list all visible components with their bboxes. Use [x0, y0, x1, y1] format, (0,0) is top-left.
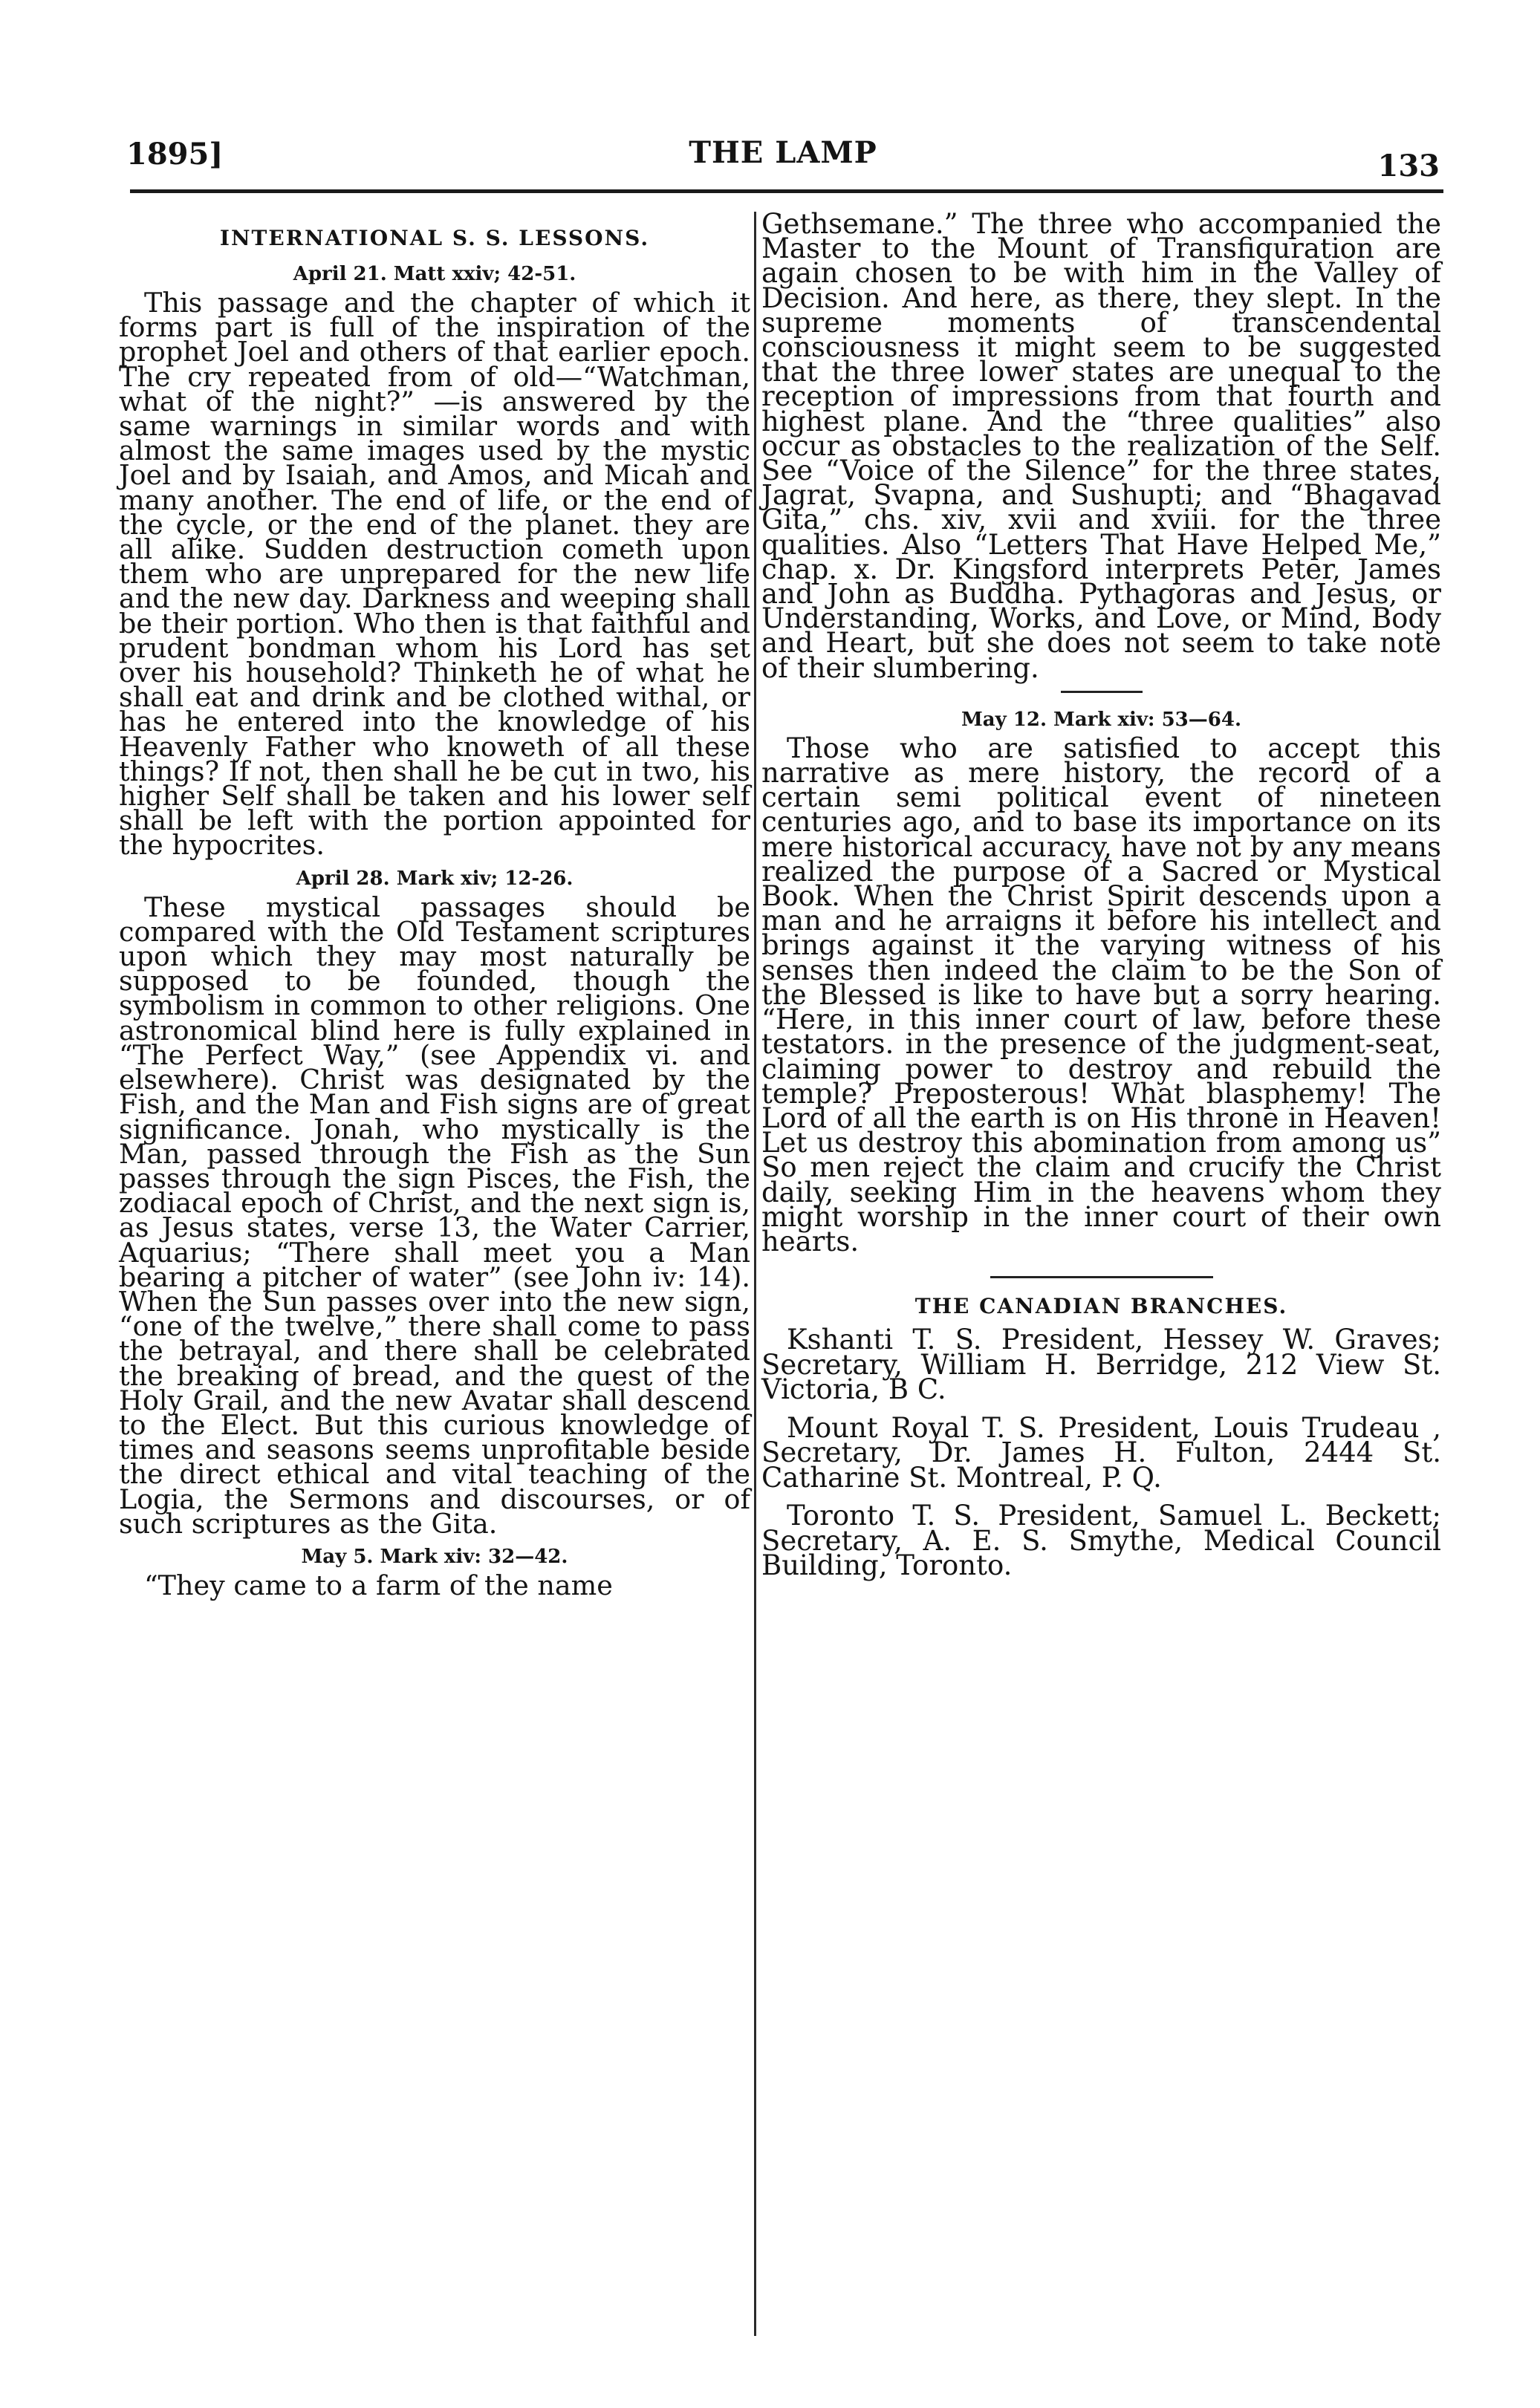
section-divider: [990, 1276, 1213, 1278]
branch-entry: Mount Royal T. S. President, Louis Trudeau , Secretary, Dr. James H. Fulton, 2444 St. Catharine St. Montreal, P. Q.: [761, 1411, 1441, 1494]
column-divider: [754, 212, 756, 2336]
lesson-text: This passage and the chapter of which it forms part is full of the inspiration of the prophet Joel and others of that earlier epoch. The cry repeated from of old—“Watchman, what of the night?” —is answered by the same warnings in similar words and with almost the same images used by the mystic Joel and by Isaiah, and Amos, and Micah and many another. The end of life, or the end of the cycle, or the end of the planet. they are all alike. Sudden destruction cometh upon them who are unprepared for the new life and the new day. Darkness and weeping shall be their portion. Who then is that faithful and prudent bondman whom his Lord has set over his household? Thinketh he of what he shall eat and drink and be clothed withal, or has he entered into the knowledge of his Heavenly Father who knoweth of all these things? If not, then shall he be cut in two, his higher Self shall be taken and his lower self shall be left with the portion appointed for the hypocrites.: [119, 287, 750, 862]
short-divider: [1061, 691, 1143, 693]
branch-entry: Kshanti T. S. President, Hessey W. Graves; Secretary, William H. Berridge, 212 View St. Victoria, B C.: [761, 1324, 1441, 1406]
continued-text: Gethsemane.” The three who accompanied the Master to the Mount of Transfiguration are again chosen to be with him in the Valley of Decision. And here, as there, they slept. In the supreme moments of transcendental consciousness it might seem to be suggested that the three lower states are unequal to the reception of impressions from that fourth and highest plane. And the “three qualities” also occur as obstacles to the realization of the Self. See “Voice of the Silence” for the three states, Jagrat, Svapna, and Sushupti; and “Bhagavad Gita,” chs. xiv, xvii and xviii. for the three qualities. Also “Letters That Have Helped Me,” chap. x. Dr. Kingsford interprets Peter, James and John as Buddha. Pythagoras and Jesus, or Understanding, Works, and Love, or Mind, Body and Heart, but she does not seem to take note of their slumbering.: [761, 208, 1441, 684]
branches-title: THE CANADIAN BRANCHES.: [914, 1294, 1288, 1319]
lesson-heading: May 12. Mark xiv: 53—64.: [961, 708, 1241, 731]
lesson-text: These mystical passages should be compared with the Old Testament scriptures upon which they may most naturally be supposed to be founded, though the symbolism in common to other religions. One astronomical blind here is fully explained in “The Perfect Way,” (see Appendix vi. and elsewhere). Christ was designated by the Fish, and the Man and Fish signs are of great significance. Jonah, who mystically is the Man, passed through the Fish as the Sun passes through the sign Pisces, the Fish, the zodiacal epoch of Christ, and the next sign is, as Jesus states, verse 13, the Water Carrier, Aquarius; “There shall meet you a Man bearing a pitcher of water” (see John iv: 14). When the Sun passes over into the new sign, “one of the twelve,” there shall come to pass the betrayal, and there shall be celebrated the breaking of bread, and the quest of the Holy Grail, and the new Avatar shall descend to the Elect. But this curious knowledge of times and seasons seems unprofitable beside the direct ethical and vital teaching of the Logia, the Sermons and discourses, or of such scriptures as the Gita.: [119, 891, 750, 1540]
year-label: 1895]: [126, 137, 224, 172]
journal-title: THE LAMP: [689, 135, 877, 170]
lesson-text: Those who are satisfied to accept this narrative as mere history, the record of a certain semi political event of nineteen centuries ago, and to base its importance on its mere historical accuracy, have not by any means realized the purpose of a Sacred or Mystical Book. When the Christ Spirit descends upon a man and he arraigns it before his intellect and brings against it the varying witness of his senses then indeed the claim to be the Son of the Blessed is like to have but a sorry hearing. “Here, in this inner court of law, before these testators. in the presence of the judgment-seat, claiming power to destroy and rebuild the temple? Preposterous! What blasphemy! The Lord of all the earth is on His throne in Heaven! Let us destroy this abomination from among us” So men reject the claim and crucify the Christ daily, seeking Him in the heavens whom they might worship in the inner court of their own hearts.: [761, 732, 1441, 1257]
lesson-heading: April 21. Matt xxiv; 42-51.: [293, 263, 576, 285]
branch-entry: Toronto T. S. President, Samuel L. Beckett; Secretary, A. E. S. Smythe, Medical Council Building, Toronto.: [761, 1500, 1441, 1582]
right-column: [761, 208, 1441, 1592]
lesson-heading: May 5. Mark xiv: 32—42.: [301, 1545, 568, 1568]
page-number: 133: [1377, 149, 1440, 183]
header-rule: [130, 189, 1443, 193]
lesson-text: “They came to a farm of the name: [144, 1569, 613, 1601]
left-column: [119, 212, 750, 1601]
section-title: INTERNATIONAL S. S. LESSONS.: [219, 226, 650, 250]
lesson-heading: April 28. Mark xiv; 12-26.: [296, 867, 574, 890]
running-head: [126, 132, 1440, 184]
